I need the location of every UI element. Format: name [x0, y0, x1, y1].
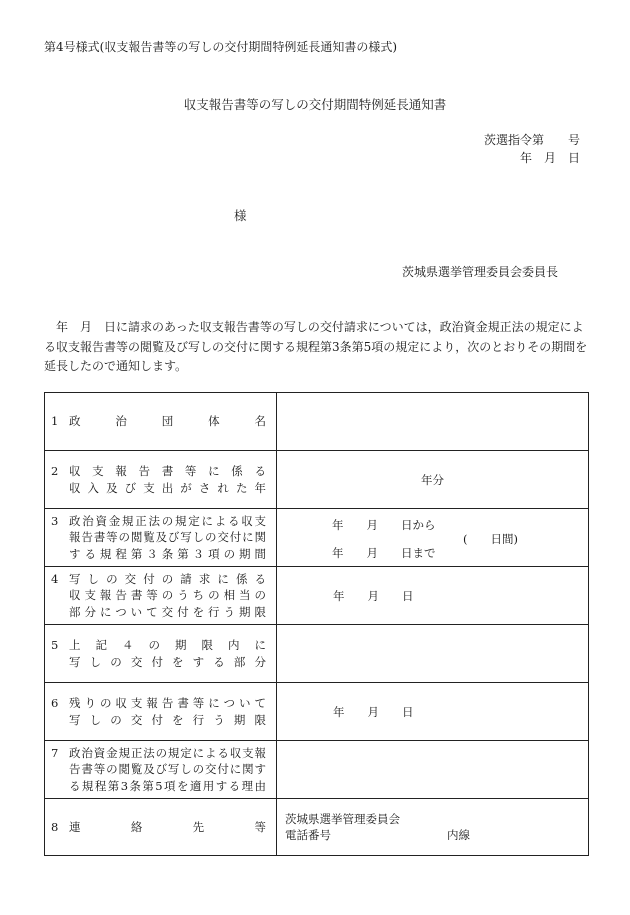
row-number: 5: [51, 638, 59, 652]
table-row-standard-period: [45, 509, 589, 567]
table-row-portion-delivered: [45, 625, 589, 683]
row-label-cell: [45, 393, 277, 451]
contact-extension-label: 内線: [447, 828, 470, 842]
row-label-line: 写しの交付をする部分: [69, 654, 266, 669]
row-label-line: 収支報告書等のうちの相当の: [69, 588, 266, 603]
organization-name-value: [277, 393, 589, 451]
row-label-line: 写しの交付を行う期限: [69, 712, 266, 727]
row-label: 政治団体名: [69, 414, 266, 429]
remaining-delivery-deadline-value: [277, 683, 589, 741]
row-label-line: 収支報告書等に係る: [69, 464, 266, 478]
row-label-cell: [45, 683, 277, 741]
row-label-cell: [45, 509, 277, 567]
table-row-remaining-delivery-deadline: [45, 683, 589, 741]
row-number: 6: [51, 696, 59, 710]
period-end-text: 年 月 日まで: [332, 545, 436, 560]
row-label-line: 政治資金規正法の規定による収支報: [69, 745, 266, 760]
row-number: 2: [51, 464, 59, 478]
contact-phone-label: 電話番号: [285, 828, 331, 842]
row-number: 3: [51, 513, 59, 528]
row-number: 4: [51, 571, 59, 586]
notice-body-text: 年 月 日に請求のあった収支報告書等の写しの交付請求については，政治資金規正法の規定による収支報告書等の閲覧及び写しの交付に関する規程第3条第5項の規定により，次のとおりその期間を延長したので通知します。: [44, 320, 588, 373]
row-label-cell: [45, 451, 277, 509]
portion-delivered-value: [277, 625, 589, 683]
row-label-line: 残りの収支報告書等について: [69, 696, 266, 710]
row-number: 7: [51, 745, 59, 760]
partial-delivery-deadline-value: [277, 567, 589, 625]
report-year-value: [277, 451, 589, 509]
table-row-report-year: [45, 451, 589, 509]
row-label: 連絡先等: [69, 819, 266, 834]
year-suffix-text: 年分: [421, 472, 444, 487]
row-label-line: 部分について交付を行う期限: [69, 604, 266, 619]
row-label-line: する規程第３条第３項の期間: [69, 546, 266, 561]
table-row-contact: [45, 799, 589, 856]
application-reason-value: [277, 741, 589, 799]
table-row-partial-delivery-deadline: [45, 567, 589, 625]
row-label-line: 上記４の期限内に: [69, 638, 266, 652]
deadline-date-text: 年 月 日: [333, 704, 414, 719]
row-number: 1: [51, 414, 59, 429]
document-title: 収支報告書等の写しの交付期間特例延長通知書: [183, 97, 447, 112]
row-label-cell: [45, 741, 277, 799]
row-label-line: 政治資金規正法の規定による収支: [69, 513, 266, 528]
row-label-cell: [45, 625, 277, 683]
row-label-cell: [45, 567, 277, 625]
contact-value: [277, 799, 589, 856]
sender-name: 茨城県選挙管理委員会委員長: [401, 265, 558, 279]
period-start-text: 年 月 日から: [332, 517, 436, 532]
row-label-line: る規程第3条第5項を適用する理由: [69, 778, 266, 793]
row-label: [69, 571, 266, 621]
row-label-line: 写しの交付の請求に係る: [69, 571, 266, 586]
row-label-cell: [45, 799, 277, 856]
recipient-honorific: 様: [234, 208, 247, 223]
deadline-date-text: 年 月 日: [333, 588, 414, 603]
table-row-organization-name: [45, 393, 589, 451]
row-label: [69, 637, 266, 670]
row-label-line: 告書等の閲覧及び写しの交付に関す: [69, 762, 266, 777]
details-table: [44, 392, 589, 856]
row-label: [69, 695, 266, 728]
contact-organization: 茨城県選挙管理委員会: [285, 812, 400, 826]
row-label: [69, 513, 266, 563]
row-label-line: 収入及び支出がされた年: [69, 480, 266, 495]
form-number-label: 第4号様式(収支報告書等の写しの交付期間特例延長通知書の様式): [44, 40, 398, 54]
period-days-text: ( 日間): [463, 531, 518, 546]
row-label: [69, 463, 266, 496]
reference-number: 茨選指令第 号: [483, 133, 580, 147]
document-date: 年 月 日: [519, 151, 580, 165]
row-number: 8: [51, 819, 59, 834]
table-row-application-reason: [45, 741, 589, 799]
row-label-line: 報告書等の閲覧及び写しの交付に関: [69, 530, 266, 545]
row-label: [69, 745, 266, 795]
standard-period-value: [277, 509, 589, 567]
